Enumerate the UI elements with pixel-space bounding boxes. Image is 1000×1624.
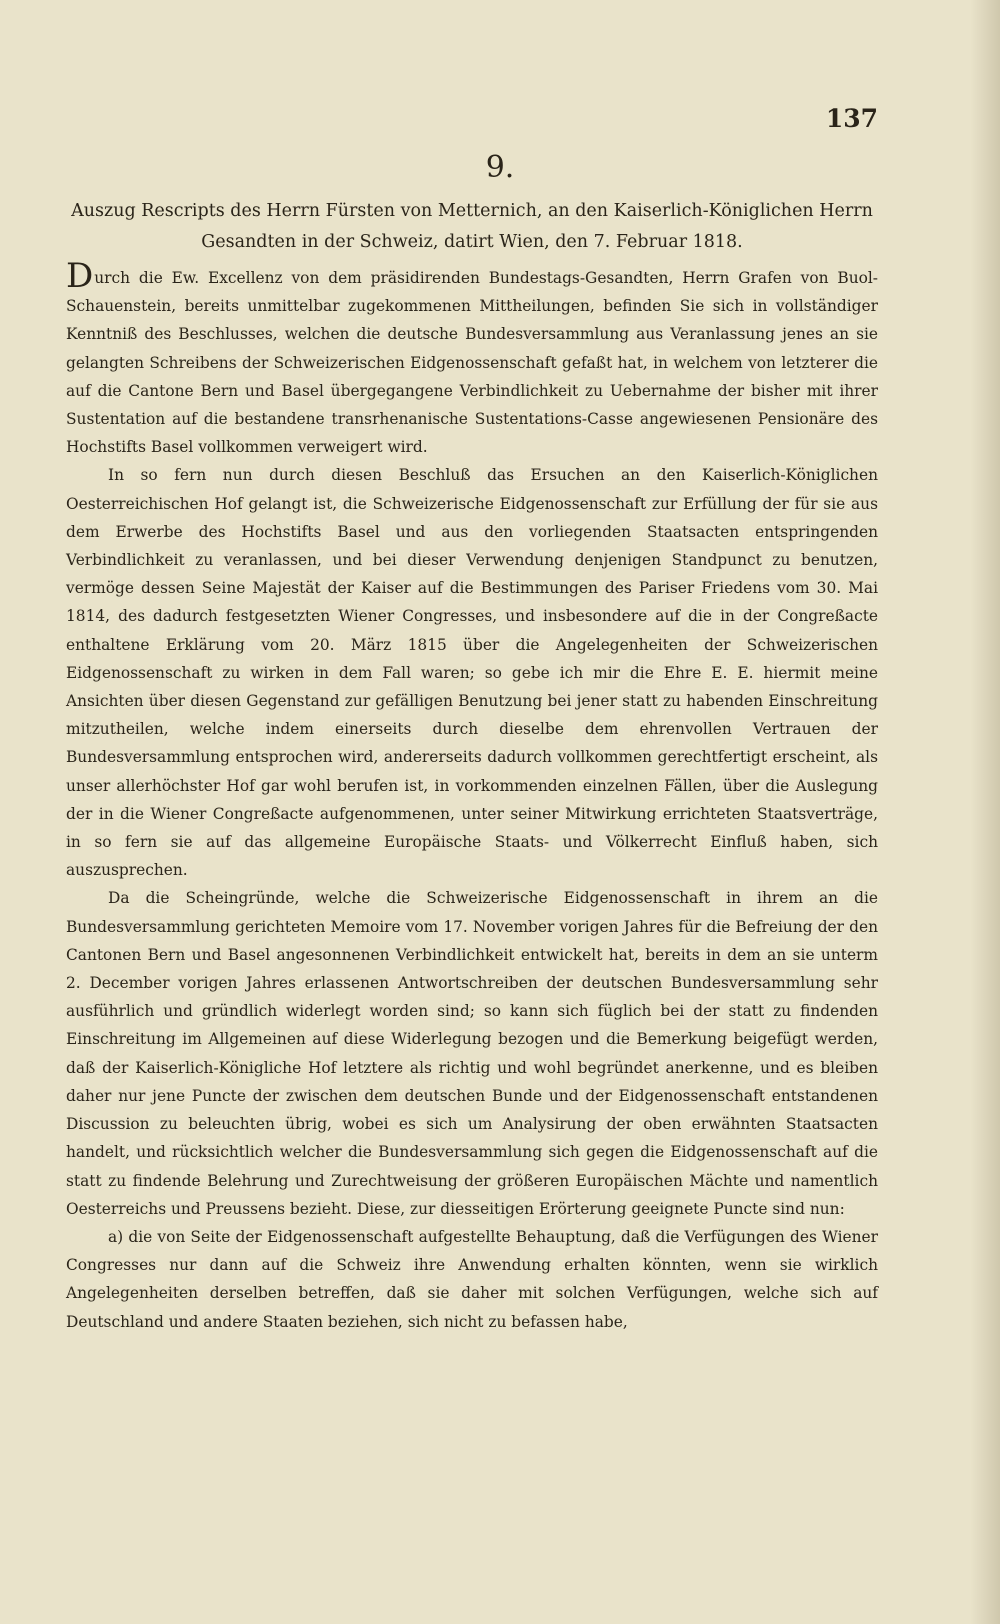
document-body xyxy=(66,196,878,1336)
drop-cap: D xyxy=(66,256,94,296)
paragraph-2: In so fern nun durch diesen Beschluß das Ersuchen an den Kaiserlich-Königlichen Oesterreichischen Hof gelangt ist, die Schweizerische Eidgenossenschaft zur Erfüllung der für sie aus dem Erwerbe des Hochstifts Basel und aus den vorliegenden Staatsacten entspringenden Verbindlichkeit zu veranlassen, und bei dieser Verwendung denjenigen Standpunct zu benutzen, vermöge dessen Seine Majestät der Kaiser auf die Bestimmungen des Pariser Friedens vom 30. Mai 1814, des dadurch festgesetzten Wiener Congresses, und insbesondere auf die in der Congreßacte enthaltene Erklärung vom 20. März 1815 über die Angelegenheiten der Schweizerischen Eidgenossenschaft zu wirken in dem Fall waren; so gebe ich mir die Ehre E. E. hiermit meine Ansichten über diesen Gegenstand zur gefälligen Benutzung bei jener statt zu habenden Einschreitung mitzutheilen, welche indem einerseits durch dieselbe dem ehrenvollen Vertrauen der Bundesversammlung entsprochen wird, andererseits dadurch vollkommen gerechtfertigt erscheint, als unser allerhöchster Hof gar wohl berufen ist, in vorkommenden einzelnen Fällen, über die Auslegung der in die Wiener Congreßacte aufgenommenen, unter seiner Mitwirkung errichteten Staatsverträge, in so fern sie auf das allgemeine Europäische Staats- und Völkerrecht Einfluß haben, sich auszusprechen. xyxy=(66,466,878,880)
paragraph-4: a) die von Seite der Eidgenossenschaft aufgestellte Behauptung, daß die Verfügungen des Wiener Congresses nur dann auf die Schweiz ihre Anwendung erhalten könnten, wenn sie wirklich Angelegenheiten derselben betreffen, daß sie daher mit solchen Verfügungen, welche sich auf Deutschland und andere Staaten beziehen, sich nicht zu befassen habe, xyxy=(66,1227,878,1331)
page-number: 137 xyxy=(825,104,878,133)
paragraph-1-text: urch die Ew. Excellenz von dem präsidirenden Bundestags-Gesandten, Herrn Grafen von Buol-Schauenstein, bereits unmittelbar zugekommenen Mittheilungen, befinden Sie sich in vollständiger Kenntniß des Beschlusses, welchen die deutsche Bundesversammlung aus Veranlassung jenes an sie gelangten Schreibens der Schweizerischen Eidgenossenschaft gefaßt hat, in welchem von letzterer die auf die Cantone Bern und Basel übergegangene Verbindlichkeit zu Uebernahme der bisher mit ihrer Sustentation auf die bestandene transrhenanische Sustentations-Casse angewiesenen Pensionäre des Hochstifts Basel vollkommen verweigert wird. xyxy=(66,269,878,457)
document-heading: Auszug Rescripts des Herrn Fürsten von Metternich, an den Kaiserlich-Königlichen Herrn Gesandten in der Schweiz, datirt Wien, den 7. Februar 1818. xyxy=(71,201,873,252)
paragraph-3: Da die Scheingründe, welche die Schweizerische Eidgenossenschaft in ihrem an die Bundesversammlung gerichteten Memoire vom 17. November vorigen Jahres für die Befreiung der den Cantonen Bern und Basel angesonnenen Verbindlichkeit entwickelt hat, bereits in dem an sie unterm 2. December vorigen Jahres erlassenen Antwortschreiben der deutschen Bundesversammlung sehr ausführlich und gründlich widerlegt worden sind; so kann sich füglich bei der statt zu findenden Einschreitung im Allgemeinen auf diese Widerlegung bezogen und die Bemerkung beigefügt werden, daß der Kaiserlich-Königliche Hof letztere als richtig und wohl begründet anerkenne, und es bleiben daher nur jene Puncte der zwischen dem deutschen Bunde und der Eidgenossenschaft entstandenen Discussion zu beleuchten übrig, wobei es sich um Analysirung der oben erwähnten Staatsacten handelt, und rücksichtlich welcher die Bundesversammlung sich gegen die Eidgenossenschaft auf die statt zu findende Belehrung und Zurechtweisung der größeren Europäischen Mächte und namentlich Oesterreichs und Preussens bezieht. Diese, zur diesseitigen Erörterung geeignete Puncte sind nun: xyxy=(66,889,878,1218)
section-number: 9. xyxy=(485,150,515,185)
paragraph-1 xyxy=(66,256,878,461)
